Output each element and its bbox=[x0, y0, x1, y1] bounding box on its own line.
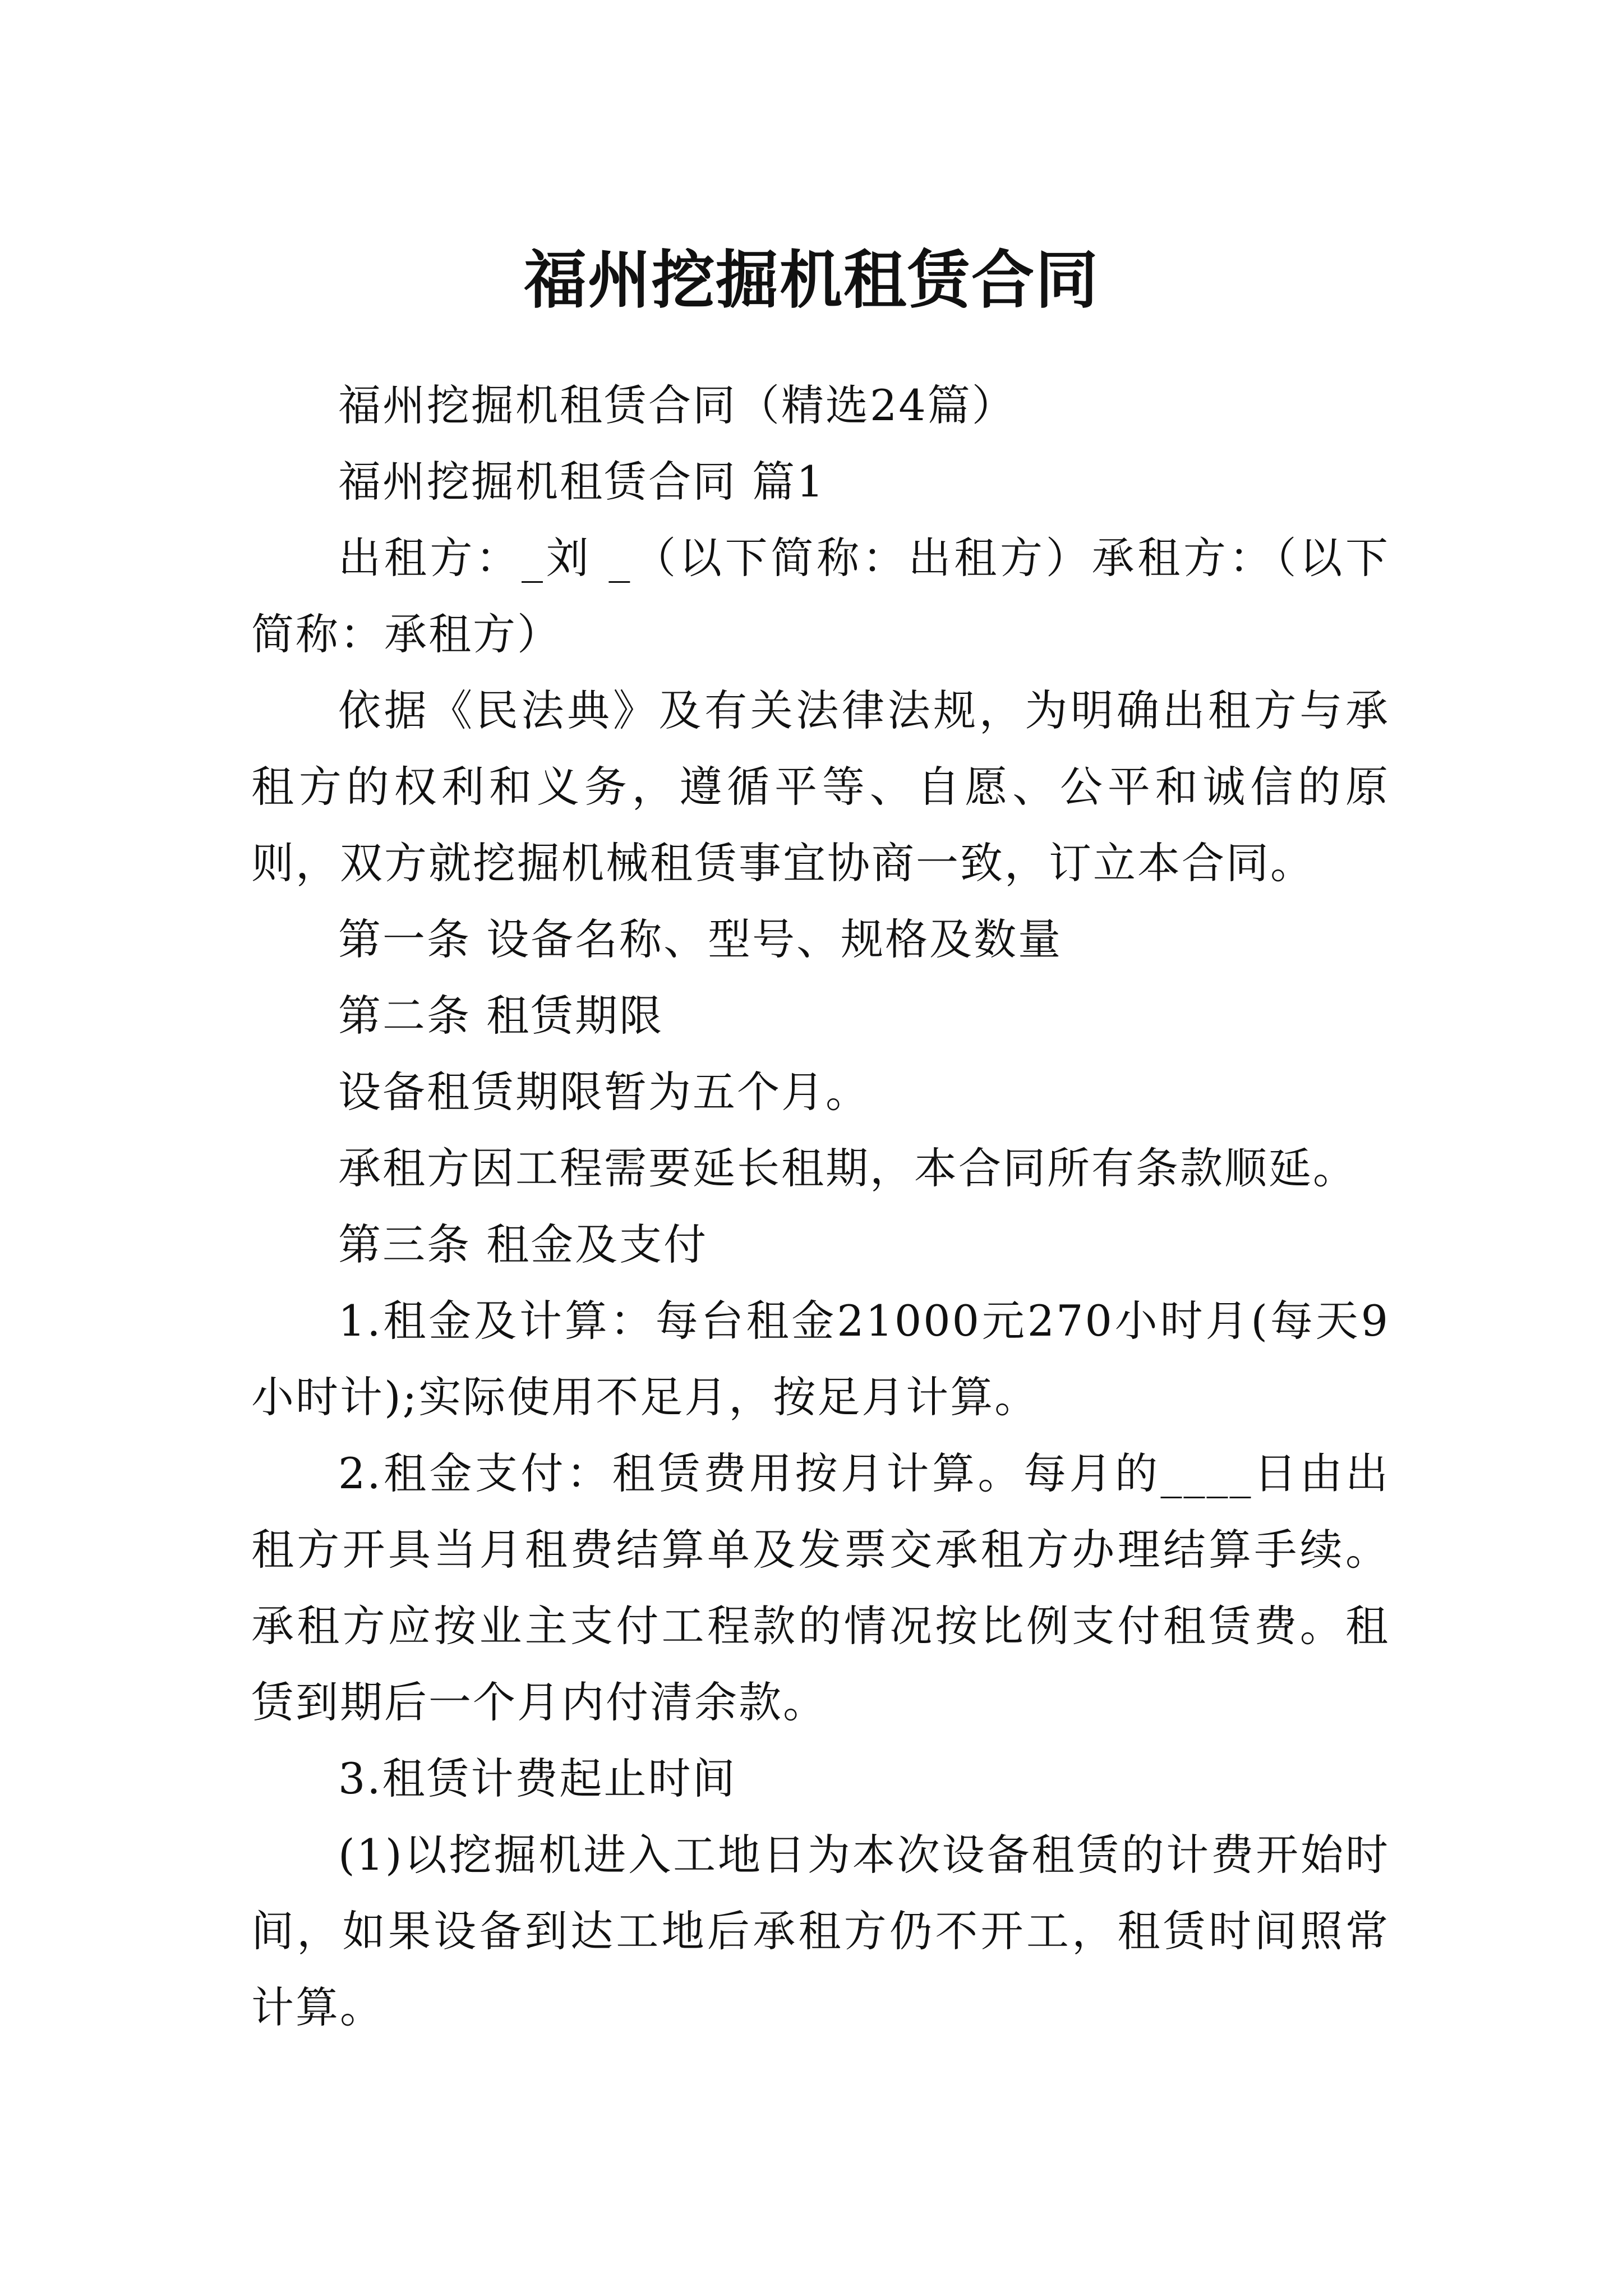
paragraph-billing-start: (1)以挖掘机进入工地日为本次设备租赁的计费开始时间，如果设备到达工地后承租方仍不开工，租赁时间照常计算。 bbox=[251, 1830, 1390, 2032]
paragraph-billing-period-heading: 3.租赁计费起止时间 bbox=[338, 1754, 737, 1803]
paragraph-preamble: 依据《民法典》及有关法律法规，为明确出租方与承租方的权利和义务，遵循平等、自愿、公平和诚信的原则，双方就挖掘机械租赁事宜协商一致，订立本合同。 bbox=[251, 685, 1390, 888]
paragraph-rent-payment: 2.租金支付：租赁费用按月计算。每月的____日由出租方开具当月租费结算单及发票交承租方办理结算手续。承租方应按业主支付工程款的情况按比例支付租赁费。租赁到期后一个月内付清余款。 bbox=[251, 1448, 1390, 1727]
document-body bbox=[251, 367, 1390, 2046]
paragraph-lease-term: 设备租赁期限暂为五个月。 bbox=[338, 1067, 870, 1117]
document-title: 福州挖掘机租赁合同 bbox=[524, 243, 1099, 318]
paragraph-lease-extension: 承租方因工程需要延长租期，本合同所有条款顺延。 bbox=[338, 1143, 1357, 1193]
paragraph-subtitle: 福州挖掘机租赁合同（精选24篇） bbox=[338, 380, 1016, 430]
paragraph-section-heading: 福州挖掘机租赁合同 篇1 bbox=[338, 457, 826, 507]
article-3-heading: 第三条 租金及支付 bbox=[338, 1220, 708, 1269]
paragraph-parties: 出租方：_刘 _（以下简称：出租方）承租方：（以下简称：承租方） bbox=[251, 533, 1390, 659]
article-2-heading: 第二条 租赁期限 bbox=[338, 991, 664, 1041]
paragraph-rent-calculation: 1.租金及计算：每台租金21000元270小时月(每天9小时计);实际使用不足月，按足月计算。 bbox=[251, 1296, 1390, 1422]
article-1-heading: 第一条 设备名称、型号、规格及数量 bbox=[338, 914, 1063, 964]
